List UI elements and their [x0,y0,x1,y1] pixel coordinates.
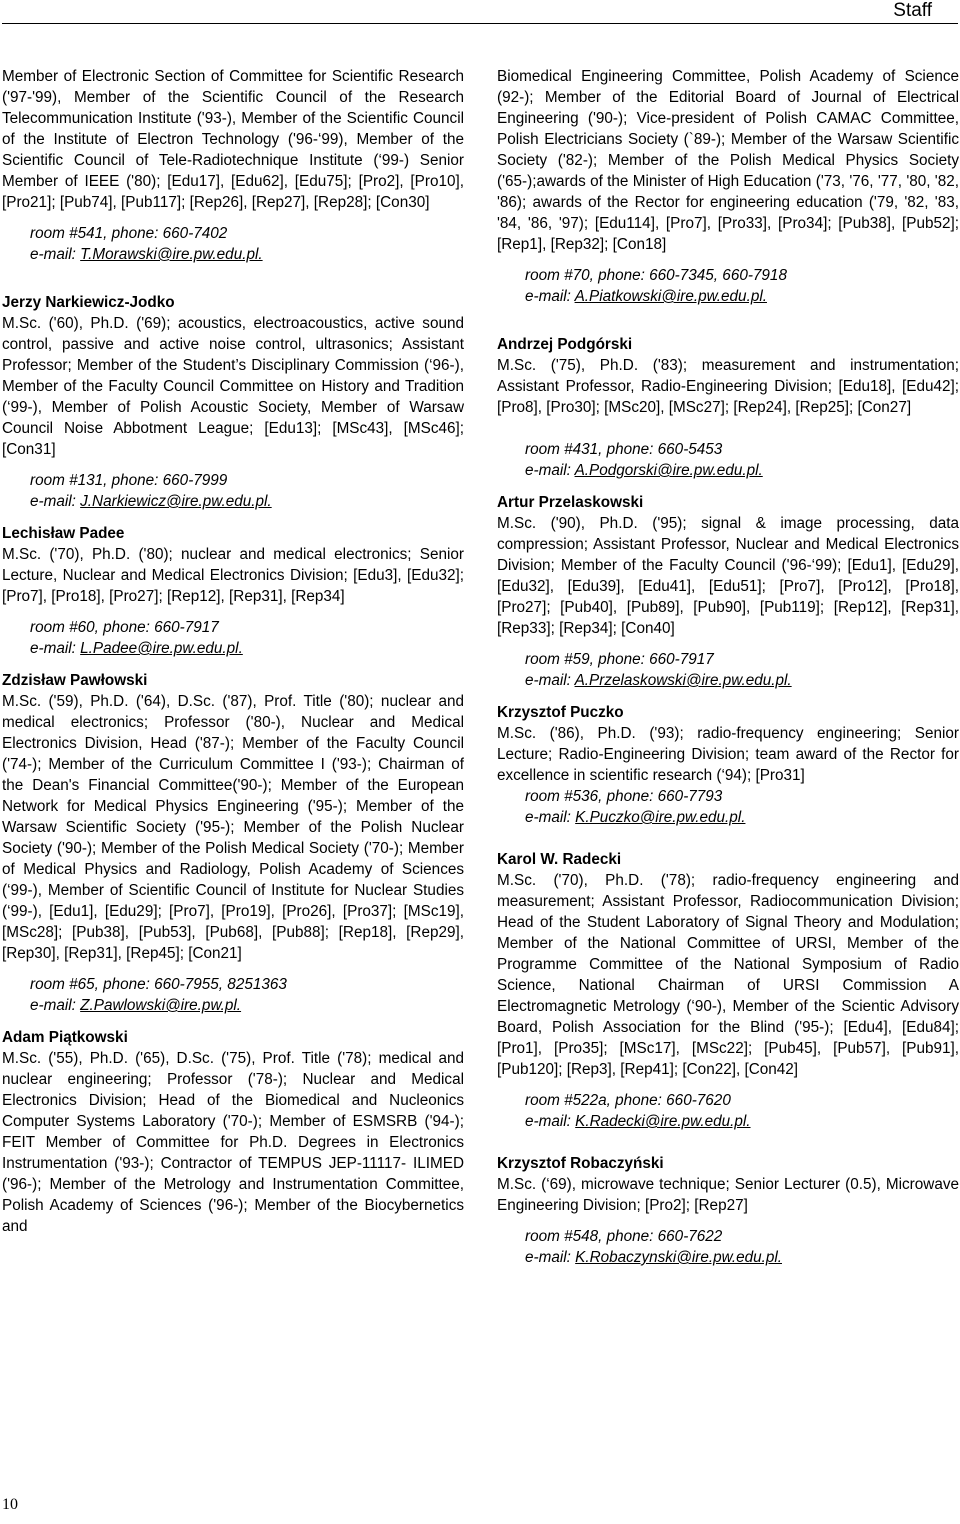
header-divider [2,23,958,24]
staff-email-line [2,638,464,659]
staff-email-line [2,995,464,1016]
staff-bio: M.Sc. ('86), Ph.D. ('93); radio-frequency engineering; Senior Lecture; Radio-Engineering Division; team award of the Rector for excellence in scientific research (‘94); [Pro31] [497,725,959,784]
intro-room: room #541, phone: 660-7402 [30,225,228,242]
intro-email-link[interactable]: T.Morawski@ire.pw.edu.pl. [80,246,263,263]
staff-email-line [497,670,959,691]
staff-email-line [497,460,959,481]
staff-name: Andrzej Podgórski [497,336,633,353]
page-number: 10 [2,1496,18,1513]
staff-room: room #131, phone: 660-7999 [30,472,228,489]
email-label: e-mail: [30,246,81,263]
email-label: e-mail: [525,462,575,479]
continuation-email-line [497,286,959,307]
staff-email-link[interactable]: J.Narkiewicz@ire.pw.edu.pl. [80,493,272,510]
staff-room: room #431, phone: 660-5453 [525,441,723,458]
staff-bio: M.Sc. ('60), Ph.D. ('69); acoustics, electroacoustics, active sound control, passive and active noise control, ultrasonics; Assistant Professor; Member of the Student’s Disciplinary Commission (‘96-), Member of the Faculty Council Committee on History and Tradition (‘99-), Member of Polish Acoustic Society, Member of Warsaw Council Noise Abbotment League; [Edu13]; [MSc43], [MSc46]; [Con31] [2,315,464,458]
staff-name: Karol W. Radecki [497,851,622,868]
continuation-bio: Biomedical Engineering Committee, Polish Academy of Science (92-); Member of the Editorial Board of Journal of Electrical Engineering ('90-); Vice-president of Polish CAMAC Committee, Polish Electricians Society (`89-); Member of the Warsaw Scientific Society ('82-); Member of the Polish Medical Physics Society ('65-);awards of the Minister of High Education ('73, '76, '77, '80, '82, '86); awards of the Rector for engineering education ('79, '82, '83, '84, '86, '97); [Edu114], [Pro7], [Pro33], [Pro34]; [Pub38], [Pub52]; [Rep1], [Rep32]; [Con18] [497,68,959,253]
staff-email-line [2,491,464,512]
staff-bio: M.Sc. ('70), Ph.D. ('78); radio-frequency engineering and measurement; Assistant Professor, Radiocommunication Division; Head of the Student Laboratory of Signal Theory and Modulation; Member of the National Committee of URSI, Member of the Programme Committee of the National Symposium of Radio Science, National Chairman of URSI Commission A Electromagnetic Metrology (‘90-), Member of the Scientic Advisory Board, Polish Association for the Blind ('95-); [Edu4], [Edu84]; [Pro1], [Pro35]; [MSc17], [MSc22]; [Pub45], [Pub57], [Pub91], [Pub120]; [Rep3], [Rep41]; [Con22], [Con42] [497,872,959,1078]
staff-email-link[interactable]: K.Robaczynski@ire.pw.edu.pl. [575,1249,782,1266]
staff-name: Zdzisław Pawłowski [2,672,148,689]
page-header-title: Staff [893,0,932,21]
email-label: e-mail: [525,288,575,305]
staff-email-link[interactable]: K.Puczko@ire.pw.edu.pl. [575,809,746,826]
email-label: e-mail: [30,493,81,510]
staff-bio: M.Sc. ('59), Ph.D. ('64), D.Sc. ('87), Prof. Title ('80); nuclear and medical electronics; Professor ('80-), Nuclear and Medical Electronics Division, Head ('87-); Member of the Faculty Council ('74-); Member of the Curriculum Committee I ('93-); Chairman of the Dean's Financial Committee('90-); Member of the European Network for Medical Physics Engineering ('95-); Member of the Warsaw Scientific Society ('95-); Member of the Polish Nuclear Society ('90-); Member of the Polish Medical Society ('70-); Member of Medical Physics and Radiology, Polish Academy of Sciences (‘99-), Member of Scientific Council of Institute for Nuclear Studies (‘99-), [Edu1], [Edu29]; [Pro7], [Pro19], [Pro26], [Pro37]; [MSc19], [MSc28]; [Pub38], [Pub53], [Pub68], [Pub88]; [Rep18], [Rep29], [Rep30], [Rep31], [Rep45]; [Con21] [2,693,464,962]
staff-email-line [497,1247,959,1268]
intro-email-line [2,244,464,265]
right-column [497,66,959,1268]
staff-room: room #536, phone: 660-7793 [525,788,723,805]
staff-email-link[interactable]: L.Padee@ire.pw.edu.pl. [80,640,243,657]
staff-bio: M.Sc. ('70), Ph.D. ('80); nuclear and medical electronics; Senior Lecture, Nuclear and Medical Electronics Division; [Edu3], [Edu32]; [Pro7], [Pro18], [Pro27]; [Rep12], [Rep31], [Rep34] [2,546,464,605]
staff-room: room #548, phone: 660-7622 [525,1228,723,1245]
continuation-email-link[interactable]: A.Piatkowski@ire.pw.edu.pl. [574,288,767,305]
staff-name: Adam Piątkowski [2,1029,128,1046]
email-label: e-mail: [525,809,576,826]
intro-bio: Member of Electronic Section of Committee for Scientific Research ('97-'99), Member of the Scientific Council of the Research Telecommunication Institute ('93-), Member of the Scientific Council of the Institute of Electron Technology ('96-‘99), Member of the Scientific Council of Tele-Radiotechnique Institute (‘99-) Senior Member of IEEE ('80); [Edu17], [Edu62], [Edu75]; [Pro2], [Pro10], [Pro21]; [Pub74], [Pub117]; [Rep26], [Rep27], [Rep28]; [Con30] [2,68,464,211]
staff-email-line [497,1111,959,1132]
email-label: e-mail: [30,640,81,657]
staff-bio: M.Sc. (‘69), microwave technique; Senior Lecturer (0.5), Microwave Engineering Division; [Pro2]; [Rep27] [497,1176,959,1214]
staff-room: room #522a, phone: 660-7620 [525,1092,731,1109]
email-label: e-mail: [30,997,81,1014]
staff-room: room #60, phone: 660-7917 [30,619,219,636]
staff-email-link[interactable]: A.Przelaskowski@ire.pw.edu.pl. [574,672,792,689]
staff-name: Jerzy Narkiewicz-Jodko [2,294,175,311]
staff-email-link[interactable]: A.Podgorski@ire.pw.edu.pl. [574,462,763,479]
left-column [2,66,464,1237]
email-label: e-mail: [525,1249,576,1266]
staff-name: Krzysztof Robaczyński [497,1155,664,1172]
staff-bio: M.Sc. ('90), Ph.D. ('95); signal & image processing, data compression; Assistant Professor, Nuclear and Medical Electronics Division; Member of the Faculty Council ('96-‘99); [Edu1], [Edu29], [Edu32], [Edu39], [Edu41], [Edu51]; [Pro7], [Pro12], [Pro18], [Pro27]; [Pub40], [Pub89], [Pub90], [Pub119]; [Rep12], [Rep31], [Rep33]; [Rep34]; [Con40] [497,515,959,637]
staff-email-link[interactable]: Z.Pawlowski@ire.pw.pl. [80,997,242,1014]
staff-name: Artur Przelaskowski [497,494,644,511]
staff-room: room #59, phone: 660-7917 [525,651,714,668]
staff-email-link[interactable]: K.Radecki@ire.pw.edu.pl. [575,1113,751,1130]
staff-bio: M.Sc. ('75), Ph.D. ('83); measurement and instrumentation; Assistant Professor, Radio-Engineering Division; [Edu18], [Edu42]; [Pro8], [Pro30]; [MSc20], [MSc27]; [Rep24], [Rep25]; [Con27] [497,357,959,416]
staff-name: Lechisław Padee [2,525,125,542]
continuation-room: room #70, phone: 660-7345, 660-7918 [525,267,787,284]
staff-bio: M.Sc. ('55), Ph.D. ('65), D.Sc. ('75), Prof. Title ('78); medical and nuclear engineering; Professor ('78-); Nuclear and Medical Electronics Division; Head of the Biomedical and Nucleonics Computer Systems Laboratory ('70-); Member of ESMSRB ('94-); FEIT Member of Committee for Ph.D. Degrees in Electronics Instrumentation ('93-); Contractor of TEMPUS JEP-11117- ILIMED ('96-); Member of the Metrology and Instrumentation Committee, Polish Academy of Sciences ('96-); Member of the Biocybernetics and [2,1050,464,1235]
email-label: e-mail: [525,1113,576,1130]
email-label: e-mail: [525,672,575,689]
staff-room: room #65, phone: 660-7955, 8251363 [30,976,287,993]
staff-name: Krzysztof Puczko [497,704,624,721]
staff-email-line [497,807,959,828]
